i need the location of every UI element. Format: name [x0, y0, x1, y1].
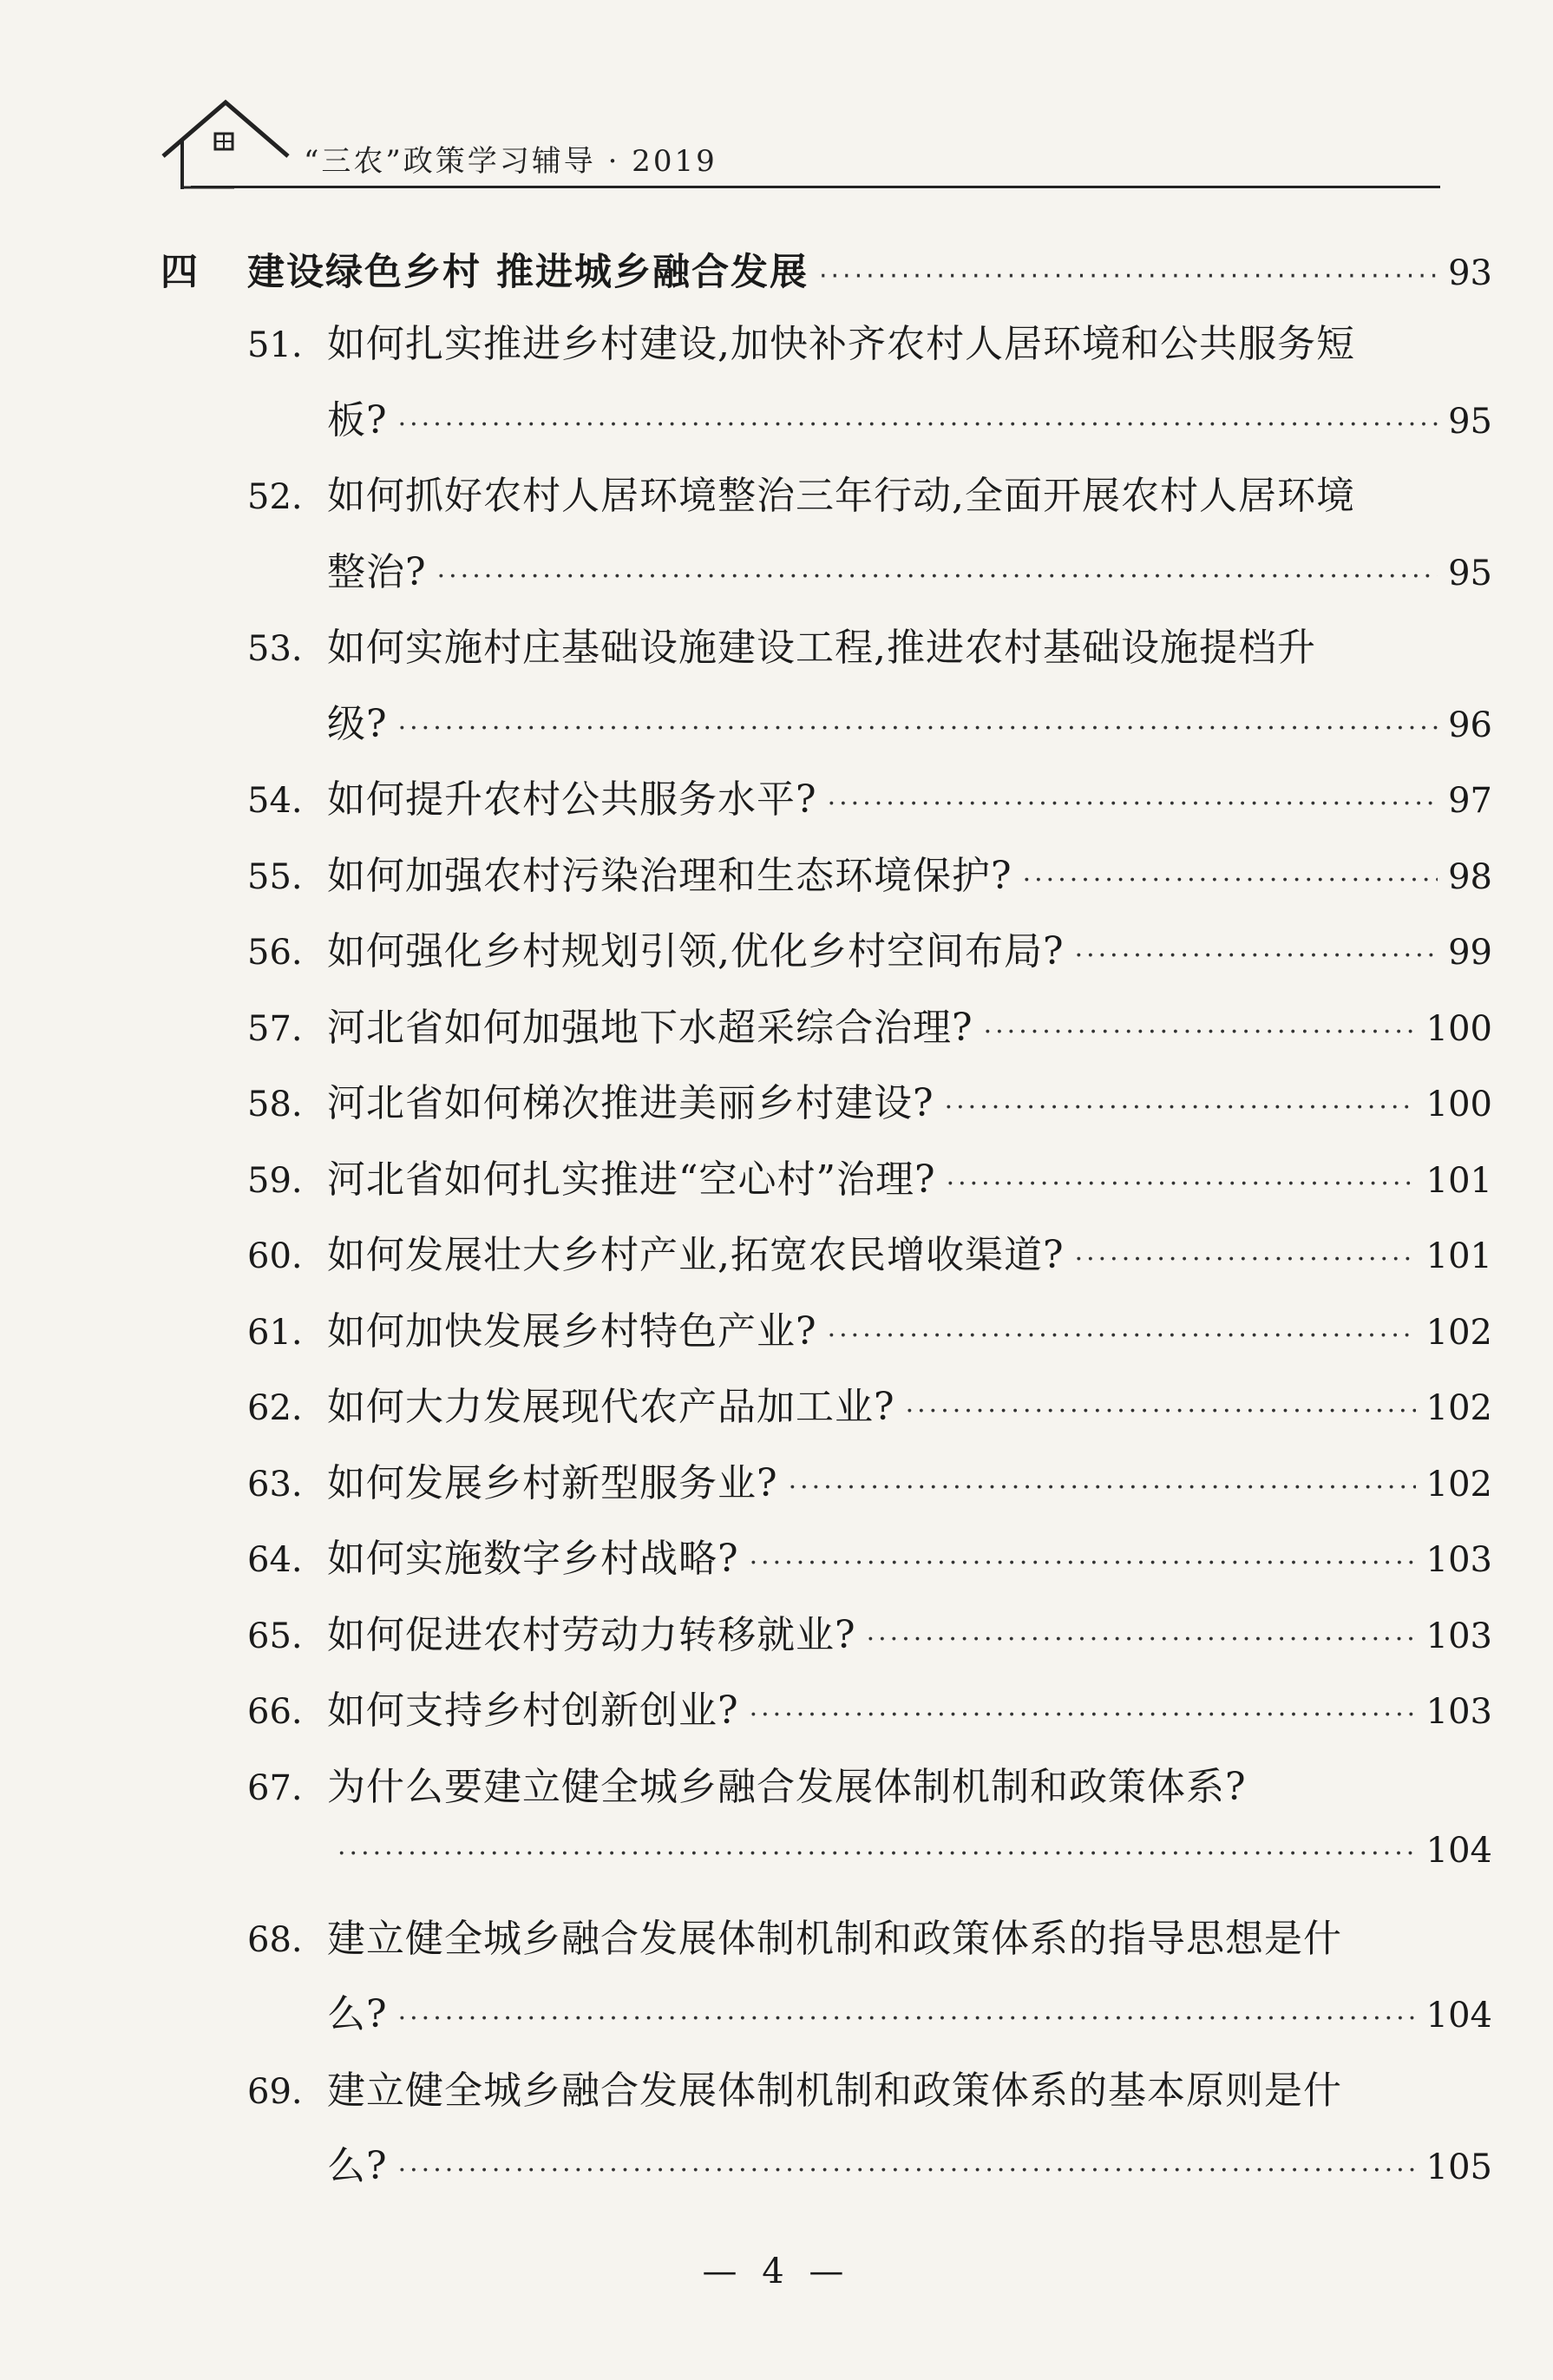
- entry-title: 如何抓好农村人居环境整治三年行动,全面开展农村人居环境: [327, 474, 1355, 518]
- dot-leader: [828, 789, 1438, 819]
- toc-entry-line: [247, 2059, 1492, 2135]
- entry-page: 103: [1425, 1692, 1492, 1732]
- toc-entry: [247, 1755, 1492, 1907]
- dot-leader: [337, 1839, 1416, 1869]
- entry-page: 104: [1425, 1831, 1492, 1871]
- toc-entry: [247, 616, 1492, 768]
- toc-entry: [247, 2059, 1492, 2211]
- entry-number: 67.: [247, 1767, 303, 1808]
- toc-entry: [247, 1223, 1492, 1300]
- toc-entry-line: [247, 996, 1492, 1072]
- entry-number: 58.: [247, 1085, 303, 1124]
- toc-entry: [247, 312, 1492, 464]
- entry-page: 101: [1425, 1160, 1492, 1201]
- toc-entry-line: [247, 464, 1492, 541]
- entry-title-continued: 板?: [327, 397, 388, 443]
- dot-leader: [437, 561, 1438, 592]
- dot-leader: [789, 1472, 1416, 1503]
- entry-title: 如何发展乡村新型服务业?: [327, 1460, 778, 1505]
- entry-number: 63.: [247, 1464, 303, 1505]
- entry-title: 河北省如何扎实推进“空心村”治理?: [327, 1157, 936, 1202]
- entry-title: 如何支持乡村创新创业?: [327, 1688, 739, 1733]
- entry-page: 104: [1425, 1996, 1492, 2036]
- toc-entry-line: [247, 1223, 1492, 1300]
- entry-title: 河北省如何加强地下水超采综合治理?: [327, 1005, 973, 1050]
- dot-leader: [867, 1624, 1416, 1655]
- toc-entry: [247, 996, 1492, 1072]
- entry-page: 103: [1425, 1616, 1492, 1656]
- entry-page: 98: [1448, 856, 1492, 897]
- section-number: 四: [161, 251, 198, 294]
- entry-page: 99: [1448, 933, 1492, 973]
- toc-entry-line: [247, 1300, 1492, 1376]
- entry-number: 68.: [247, 1919, 303, 1960]
- toc-entry-line: [327, 389, 1492, 465]
- toc-entry: [247, 464, 1492, 616]
- entry-number: 61.: [247, 1312, 303, 1353]
- entry-number: 59.: [247, 1160, 303, 1201]
- entry-title: 如何强化乡村规划引领,优化乡村空间布局?: [327, 929, 1065, 974]
- dot-leader: [398, 713, 1438, 744]
- entry-number: 60.: [247, 1236, 303, 1276]
- entry-number: 51.: [247, 325, 303, 365]
- dot-leader: [945, 1092, 1416, 1123]
- page-number: — 4 —: [702, 2252, 851, 2291]
- entry-number: 54.: [247, 781, 303, 821]
- entry-page: 95: [1448, 553, 1492, 593]
- dot-leader: [1023, 865, 1438, 895]
- dot-leader: [398, 2155, 1416, 2186]
- entry-number: 64.: [247, 1540, 303, 1580]
- entry-title-continued: 么?: [327, 2144, 388, 2188]
- dot-leader: [984, 1017, 1416, 1047]
- entry-number: 55.: [247, 856, 303, 897]
- entry-title: 如何实施村庄基础设施建设工程,推进农村基础设施提档升: [327, 626, 1316, 670]
- entry-page: 100: [1425, 1008, 1492, 1049]
- toc-entry: [247, 1679, 1492, 1755]
- dot-leader: [750, 1700, 1416, 1730]
- entry-page: 105: [1425, 2147, 1492, 2187]
- table-of-contents: [161, 243, 1492, 2211]
- entry-title-continued: 么?: [327, 1992, 388, 2036]
- entry-page: 102: [1425, 1388, 1492, 1428]
- toc-entry-line: [247, 1755, 1492, 1832]
- dot-leader: [947, 1169, 1416, 1199]
- entry-number: 53.: [247, 629, 303, 669]
- dot-leader: [906, 1396, 1416, 1426]
- toc-entry-line: [247, 1072, 1492, 1148]
- dot-leader: [828, 1321, 1416, 1351]
- toc-entry: [247, 920, 1492, 996]
- section-title: 建设绿色乡村 推进城乡融合发展: [247, 251, 809, 294]
- dot-leader: [1075, 1244, 1416, 1275]
- toc-entry: [247, 768, 1492, 844]
- toc-entry-line: [327, 692, 1492, 769]
- entry-title-continued: 级?: [327, 701, 388, 746]
- entry-page: 101: [1425, 1236, 1492, 1276]
- toc-entry: [247, 1452, 1492, 1528]
- toc-entry: [247, 1527, 1492, 1603]
- entry-title: 如何加强农村污染治理和生态环境保护?: [327, 853, 1012, 898]
- toc-entry: [247, 1072, 1492, 1148]
- toc-entry: [247, 1148, 1492, 1224]
- dot-leader: [750, 1548, 1416, 1578]
- dot-leader: [1075, 941, 1438, 971]
- toc-entry-line: [327, 541, 1492, 617]
- header-title: “三农”政策学习辅导 · 2019: [304, 144, 718, 179]
- entry-title: 建立健全城乡融合发展体制机制和政策体系的指导思想是什: [327, 1916, 1342, 1961]
- entry-number: 69.: [247, 2071, 303, 2112]
- toc-entry-line: [247, 768, 1492, 844]
- toc-entry-line: [247, 1375, 1492, 1452]
- toc-entry: [247, 1300, 1492, 1376]
- entry-title: 如何发展壮大乡村产业,拓宽农民增收渠道?: [327, 1233, 1065, 1277]
- entry-page: 95: [1448, 401, 1492, 442]
- entry-page: 96: [1448, 705, 1492, 745]
- toc-entry-line: [247, 312, 1492, 389]
- entry-page: 102: [1425, 1312, 1492, 1353]
- entry-title: 如何实施数字乡村战略?: [327, 1537, 739, 1581]
- entry-title: 河北省如何梯次推进美丽乡村建设?: [327, 1081, 934, 1125]
- entry-title: 如何大力发展现代农产品加工业?: [327, 1385, 895, 1429]
- entry-number: 57.: [247, 1008, 303, 1049]
- entry-title: 如何扎实推进乡村建设,加快补齐农村人居环境和公共服务短: [327, 322, 1355, 366]
- dot-leader: [398, 410, 1438, 440]
- toc-entry-line: [247, 1452, 1492, 1528]
- toc-entry-line: [247, 1527, 1492, 1603]
- entry-page: 103: [1425, 1540, 1492, 1580]
- entry-page: 97: [1448, 781, 1492, 821]
- toc-entry: [247, 844, 1492, 921]
- entry-page: 102: [1425, 1464, 1492, 1505]
- house-logo-icon: [156, 95, 295, 191]
- entry-number: 62.: [247, 1388, 303, 1428]
- running-header: [156, 95, 1284, 191]
- toc-entry-line: [327, 2134, 1492, 2211]
- toc-entries: [161, 312, 1492, 2211]
- entry-page: 100: [1425, 1085, 1492, 1124]
- entry-number: 65.: [247, 1616, 303, 1656]
- entry-title: 如何加快发展乡村特色产业?: [327, 1308, 817, 1354]
- section-heading: [161, 243, 1492, 312]
- toc-entry: [247, 1603, 1492, 1680]
- entry-number: 66.: [247, 1692, 303, 1732]
- toc-entry-line: [247, 1148, 1492, 1224]
- entry-title: 建立健全城乡融合发展体制机制和政策体系的基本原则是什: [327, 2068, 1342, 2113]
- toc-entry-line: [327, 1983, 1492, 2059]
- dot-leader: [398, 2003, 1416, 2034]
- entry-number: 52.: [247, 477, 303, 517]
- toc-entry-line: [247, 616, 1492, 692]
- toc-entry-line: [247, 844, 1492, 921]
- entry-title: 如何促进农村劳动力转移就业?: [327, 1612, 856, 1657]
- entry-title: 为什么要建立健全城乡融合发展体制机制和政策体系?: [327, 1764, 1247, 1809]
- dot-leader: [819, 261, 1438, 292]
- toc-entry-line: [247, 1603, 1492, 1680]
- toc-entry: [247, 1375, 1492, 1452]
- toc-entry-line: [247, 1907, 1492, 1983]
- entry-title: 如何提升农村公共服务水平?: [327, 777, 817, 822]
- toc-entry-line: [247, 1679, 1492, 1755]
- toc-entry-line: [247, 920, 1492, 996]
- toc-entry-line: [327, 1831, 1492, 1907]
- entry-title-continued: 整治?: [327, 549, 427, 594]
- toc-entry: [247, 1907, 1492, 2059]
- header-rule: [191, 186, 1440, 188]
- entry-number: 56.: [247, 933, 303, 973]
- section-page: 93: [1448, 253, 1492, 293]
